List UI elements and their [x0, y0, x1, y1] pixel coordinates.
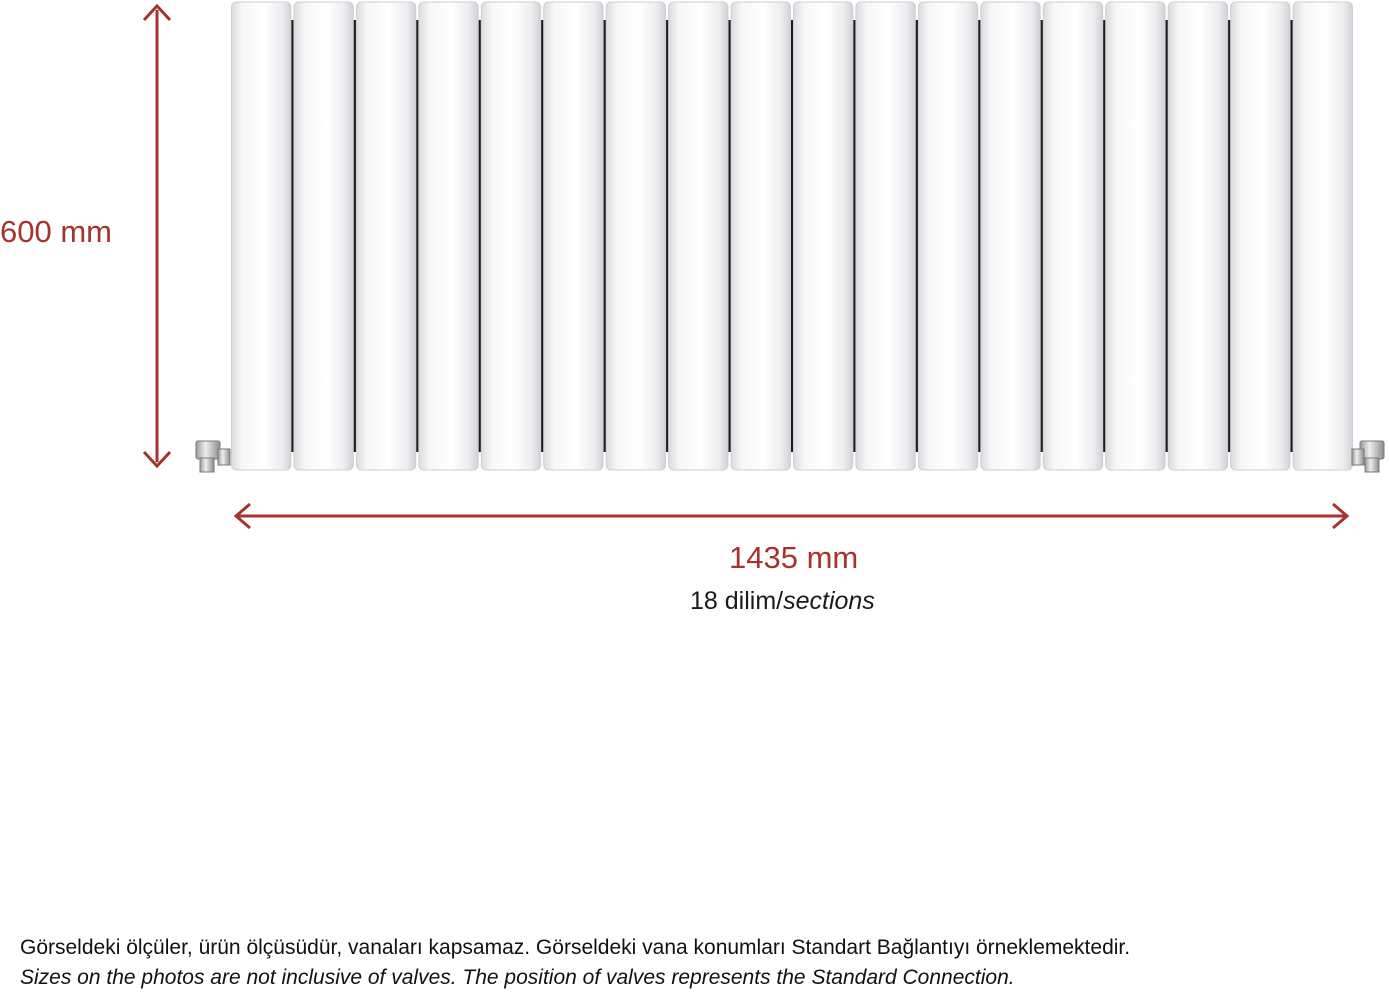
- right-valve-icon: [1352, 441, 1384, 472]
- radiator-section: [419, 2, 478, 470]
- radiator-section: [294, 2, 353, 470]
- height-label: 600 mm: [0, 214, 112, 249]
- disclaimer-tr: Görseldeki ölçüler, ürün ölçüsüdür, vanaları kapsamaz. Görseldeki vana konumları Standart Bağlantıyı örneklemektedir.: [20, 936, 1131, 959]
- radiator-section: [1231, 2, 1290, 470]
- radiator-section: [232, 2, 291, 470]
- height-dimension-arrow: [144, 6, 170, 466]
- disclaimer: [20, 933, 1130, 993]
- radiator-section: [1168, 2, 1227, 470]
- width-dimension-arrow: [236, 504, 1347, 528]
- radiator-section: [918, 2, 977, 470]
- radiator-section: [669, 2, 728, 470]
- radiator-section: [1043, 2, 1102, 470]
- radiator-section: [606, 2, 665, 470]
- radiator-section: [481, 2, 540, 470]
- left-valve-icon: [196, 441, 230, 472]
- disclaimer-en: Sizes on the photos are not inclusive of valves. The position of valves represents the Standard Connection.: [20, 966, 1015, 989]
- sections-label: [690, 587, 875, 616]
- sections-label-tr: 18 dilim/: [690, 587, 784, 615]
- radiator-section: [731, 2, 790, 470]
- radiator-section: [981, 2, 1040, 470]
- radiator-section: [1106, 2, 1165, 470]
- width-label: 1435 mm: [729, 540, 859, 575]
- radiator-sections: [232, 2, 1353, 470]
- sections-label-en: sections: [783, 587, 875, 615]
- radiator-section: [1293, 2, 1352, 470]
- radiator-section: [544, 2, 603, 470]
- radiator-section: [856, 2, 915, 470]
- radiator-section: [794, 2, 853, 470]
- radiator-section: [356, 2, 415, 470]
